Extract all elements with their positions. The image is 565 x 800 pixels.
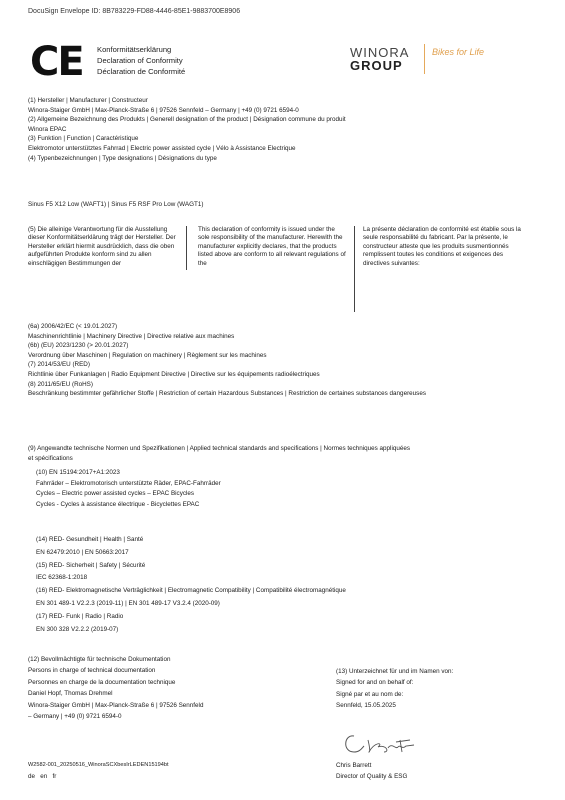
standard-line: (15) RED- Sicherheit | Safety | Sécurité <box>36 561 146 569</box>
standard-line: IEC 62368-1:2018 <box>36 574 88 582</box>
section-line: (2) Allgemeine Bezeichnung des Produkts | Generell designation of the product | Désignation commune du produit <box>28 116 346 124</box>
document-code: W2582-001_20250516_WinoraSCXbesIrLEDEN15194bt <box>28 762 169 768</box>
documentation-line: Persons in charge of technical documentation <box>28 667 156 675</box>
docusign-envelope-id: DocuSign Envelope ID: 8B783229-FD88-4446-85E1-9883700E8906 <box>28 8 241 15</box>
standard-line: (17) RED- Funk | Radio | Radio <box>36 612 124 620</box>
directive-line: (8) 2011/65/EU (RoHS) <box>28 380 93 388</box>
logo-divider <box>424 44 425 74</box>
directive-line: (6a) 2006/42/EC (< 19.01.2027) <box>28 323 118 330</box>
signer-name: Chris Barrett <box>336 762 372 769</box>
standards-title-line: (9) Angewandte technische Normen und Spezifikationen | Applied technical standards and specifications | Normes techniques appliquées <box>28 445 411 452</box>
directive-line: Richtlinie über Funkanlagen | Radio Equipment Directive | Directive sur les équipements radioélectriques <box>28 370 320 378</box>
documentation-line: (12) Bevollmächtigte für technische Dokumentation <box>28 656 171 663</box>
documentation-line: – Germany | +49 (0) 9721 6594-0 <box>28 713 122 721</box>
signed-line: (13) Unterzeichnet für und im Namen von: <box>336 668 454 675</box>
standards-red <box>36 534 346 636</box>
standard-line: (10) EN 15194:2017+A1:2023 <box>36 469 120 476</box>
declaration-en: This declaration of conformity is issued under the sole responsibility of the manufacturer. Herewith the manufacturer explicitly declares, that the products listed above are conform to all relevant regulations of the <box>198 226 346 267</box>
signed-line: Signé par et au nom de: <box>336 690 404 698</box>
ce-mark: CE <box>30 39 83 85</box>
directive-line: Maschinenrichtlinie | Machinery Directive | Directive relative aux machines <box>28 332 235 340</box>
title-de: Konformitätserklärung <box>97 45 172 54</box>
logo-tagline: Bikes for Life <box>432 47 485 57</box>
documentation-line: Winora-Staiger GmbH | Max-Planck-Straße 6 | 97526 Sennfeld <box>28 701 204 709</box>
declaration-fr: La présente déclaration de conformité est établie sous la seule responsabilité du fabricant. Par la présente, le constructeur atteste que les produits susmentionnés remplissent toutes les conditions et exigences des directives suivantes: <box>363 226 521 267</box>
standard-line: EN 62479:2010 | EN 50663:2017 <box>36 548 129 556</box>
section-line: (1) Hersteller | Manufacturer | Constructeur <box>28 97 148 104</box>
signed-on-behalf <box>336 666 453 712</box>
standard-line: Cycles - Cycles à assistance électrique - Bicyclettes EPAC <box>36 500 200 508</box>
handwritten-signature <box>340 730 430 758</box>
section-line: (4) Typenbezeichnungen | Type designations | Désignations du type <box>28 154 217 162</box>
footer-languages: de en fr <box>28 773 57 781</box>
signed-line: Sennfeld, 15.05.2025 <box>336 702 396 710</box>
section-line: Elektromotor unterstütztes Fahrrad | Electric power assisted cycle | Vélo à Assistance Electrique <box>28 144 296 152</box>
directive-line: Beschränkung bestimmter gefährlicher Stoffe | Restriction of certain Hazardous Substances | Restriction de certaines substances dangereuses <box>28 390 426 398</box>
conformity-titles <box>97 44 185 77</box>
footer <box>28 760 169 783</box>
column-divider <box>186 226 187 270</box>
column-divider <box>354 226 355 312</box>
title-fr: Déclaration de Conformité <box>97 67 186 76</box>
directive-line: (6b) (EU) 2023/1230 (> 20.01.2027) <box>28 342 129 350</box>
section-line: Winora-Staiger GmbH | Max-Planck-Straße 6 | 97526 Sennfeld – Germany | +49 (0) 9721 6594-0 <box>28 106 299 114</box>
signed-line: Signed for and on behalf of: <box>336 679 414 687</box>
standards-title-line: et spécifications <box>28 454 73 462</box>
sections-top <box>28 96 346 163</box>
signer-block <box>336 760 407 783</box>
logo-word-group: GROUP <box>350 58 403 73</box>
standard-line: (14) RED- Gesundheit | Health | Santé <box>36 536 144 543</box>
directive-line: Verordnung über Maschinen | Regulation on machinery | Règlement sur les machines <box>28 351 267 359</box>
logo-word-winora: WINORA <box>350 45 410 60</box>
standard-line: Fahrräder – Elektromotorisch unterstützte Räder, EPAC-Fahrräder <box>36 479 221 487</box>
directives <box>28 322 426 399</box>
standard-10 <box>36 468 221 509</box>
standard-line: EN 301 489-1 V2.2.3 (2019-11) | EN 301 489-17 V3.2.4 (2020-09) <box>36 599 220 607</box>
signer-title: Director of Quality & ESG <box>336 773 408 781</box>
declaration-de: (5) Die alleinige Verantwortung für die Ausstellung dieser Konformitätserklärung trägt der Hersteller. Der Hersteller erklärt hiermit ausdrücklich, dass die oben aufgeführten Produkte konform sind zu allen einschlägigen Bestimmungen der <box>28 226 176 267</box>
title-en: Declaration of Conformity <box>97 56 183 65</box>
technical-documentation <box>28 654 203 722</box>
standard-line: Cycles – Electric power assisted cycles – EPAC Bicycles <box>36 490 195 498</box>
model-designations: Sinus F5 X12 Low (WAFT1) | Sinus F5 RSF Pro Low (WAGT1) <box>28 201 204 208</box>
section-line: (3) Funktion | Function | Caractéristique <box>28 135 139 143</box>
section-line: Winora EPAC <box>28 125 67 133</box>
documentation-line: Daniel Hopf, Thomas Drehmel <box>28 690 113 698</box>
directive-line: (7) 2014/53/EU (RED) <box>28 361 90 369</box>
standards-title <box>28 444 410 463</box>
documentation-line: Personnes en charge de la documentation technique <box>28 678 176 686</box>
standard-line: (16) RED- Elektromagnetische Verträglichkeit | Electromagnetic Compatibility | Compatibilité électromagnétique <box>36 587 346 595</box>
standard-line: EN 300 328 V2.2.2 (2019-07) <box>36 625 119 633</box>
winora-group-logo <box>350 46 409 72</box>
